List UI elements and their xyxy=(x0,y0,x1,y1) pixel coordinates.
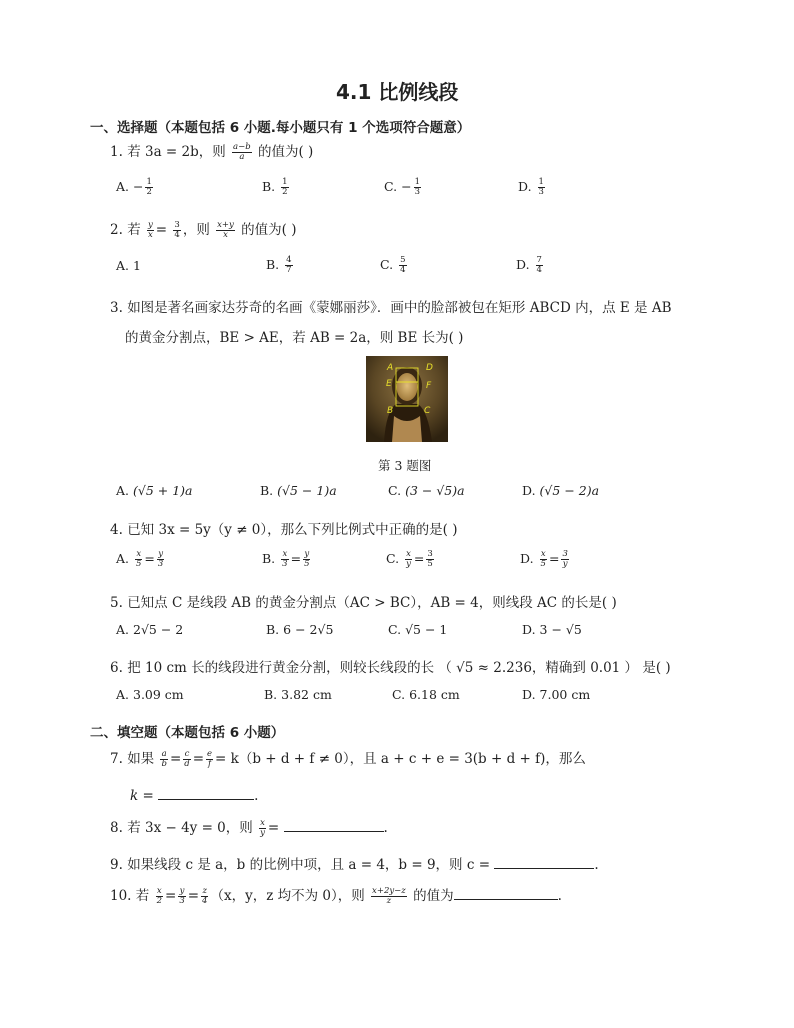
option-a[interactable]: A. 3.09 cm xyxy=(116,687,184,702)
question-3-line2: 的黄金分割点，BE > AE，若 AB = 2a，则 BE 长为( ) xyxy=(125,330,464,346)
option-a[interactable]: A. (√5 + 1)a xyxy=(116,483,193,498)
question-number: 1. xyxy=(110,144,123,160)
question-3: 3. 如图是著名画家达芬奇的名画《蒙娜丽莎》．画中的脸部被包在矩形 ABCD 内，点 E 是 AB xyxy=(110,300,672,316)
option-d[interactable]: D. $\frac{1}{3}$ xyxy=(518,177,544,197)
option-b[interactable]: B. $\frac{x}{3}$ = $\frac{y}{5}$ xyxy=(262,549,310,569)
question-5: 5. 已知点 C 是线段 AB 的黄金分割点（AC > BC），AB = 4，则线段 AC 的长是( ) xyxy=(110,595,617,611)
option-a[interactable]: A. − $\frac{1}{2}$ xyxy=(116,177,152,197)
question-number: 5. xyxy=(110,595,123,611)
label-a: A xyxy=(387,363,394,373)
option-d[interactable]: D. (√5 − 2)a xyxy=(522,483,600,498)
option-d[interactable]: D. 3 − √5 xyxy=(522,622,582,637)
question-text: 的值为( ) xyxy=(257,144,314,160)
option-c[interactable]: C. √5 − 1 xyxy=(388,622,448,637)
question-1 xyxy=(110,140,313,162)
question-6: 6. 把 10 cm 长的线段进行黄金分割，则较长线段的长 （ √5 ≈ 2.236，精确到 0.01 ） 是( ) xyxy=(110,660,671,676)
option-b[interactable]: B. $\frac{4}{7}$ xyxy=(266,255,292,275)
label-d: D xyxy=(426,363,433,373)
option-a[interactable]: A. $\frac{x}{5}$ = $\frac{y}{3}$ xyxy=(116,549,164,569)
answer-blank[interactable] xyxy=(454,886,558,900)
question-9: 9. 如果线段 c 是 a，b 的比例中项，且 a = 4，b = 9，则 c = . xyxy=(110,857,599,873)
question-number: 10. xyxy=(110,888,132,904)
question-7: 7. 如果 $\frac{a}{b}$ = $\frac{c}{d}$ = $\frac{e}{f}$ = k（b + d + f ≠ 0），且 a + c + e = 3(b + d + f)，那么 xyxy=(110,749,586,769)
answer-blank[interactable] xyxy=(494,855,594,869)
option-c[interactable]: C. $\frac{x}{y}$ = $\frac{3}{5}$ xyxy=(386,549,433,569)
page-title: 4.1 比例线段 xyxy=(336,80,459,104)
question-text: 若 3a = 2b，则 xyxy=(127,144,226,160)
label-b: B xyxy=(387,406,394,416)
option-d[interactable]: D. $\frac{x}{5}$ = $\frac{3}{y}$ xyxy=(520,549,568,569)
option-c[interactable]: C. − $\frac{1}{3}$ xyxy=(384,177,420,197)
question-7-line2: k = . xyxy=(130,788,259,804)
option-b[interactable]: B. 6 − 2√5 xyxy=(266,622,334,637)
question-4: 4. 已知 3x = 5y（y ≠ 0），那么下列比例式中正确的是( ) xyxy=(110,522,458,538)
question-number: 6. xyxy=(110,660,123,676)
question-number: 2. xyxy=(110,222,123,238)
section-heading-fill: 二、填空题（本题包括 6 小题） xyxy=(90,725,285,741)
question-number: 3. xyxy=(110,300,123,316)
question-number: 9. xyxy=(110,857,123,873)
option-b[interactable]: B. (√5 − 1)a xyxy=(260,483,337,498)
answer-blank[interactable] xyxy=(284,818,384,832)
question-number: 4. xyxy=(110,522,123,538)
question-number: 8. xyxy=(110,820,123,836)
option-d[interactable]: D. 7.00 cm xyxy=(522,687,591,702)
option-a[interactable]: A. 1 xyxy=(116,258,141,273)
label-c: C xyxy=(424,406,431,416)
section-heading-choice: 一、选择题（本题包括 6 小题.每小题只有 1 个选项符合题意） xyxy=(90,120,471,136)
option-c[interactable]: C. 6.18 cm xyxy=(392,687,460,702)
option-d[interactable]: D. $\frac{7}{4}$ xyxy=(516,255,542,275)
question-number: 7. xyxy=(110,751,123,767)
option-b[interactable]: B. $\frac{1}{2}$ xyxy=(262,177,288,197)
label-e: E xyxy=(386,379,392,389)
question-10: 10. 若 $\frac{x}{2}$ = $\frac{y}{3}$ = $\frac{z}{4}$ （x，y，z 均不为 0），则 $\frac{x+2y-z}{z}$ 的值为 . xyxy=(110,886,562,906)
label-f: F xyxy=(426,381,432,391)
fraction: $\frac{a-b}{a}$ xyxy=(233,142,251,162)
option-a[interactable]: A. 2√5 − 2 xyxy=(116,622,184,637)
mona-lisa-image xyxy=(366,356,448,442)
question-8: 8. 若 3x − 4y = 0，则 $\frac{x}{y}$ = . xyxy=(110,818,388,838)
figure-caption: 第 3 题图 xyxy=(378,458,432,473)
option-c[interactable]: C. (3 − √5)a xyxy=(388,483,465,498)
question-2: 2. 若 $\frac{y}{x}$ = $\frac{3}{4}$ ，则 $\frac{x+y}{x}$ 的值为( ) xyxy=(110,220,297,240)
option-c[interactable]: C. $\frac{5}{4}$ xyxy=(380,255,406,275)
answer-blank[interactable] xyxy=(158,786,254,800)
option-b[interactable]: B. 3.82 cm xyxy=(264,687,332,702)
